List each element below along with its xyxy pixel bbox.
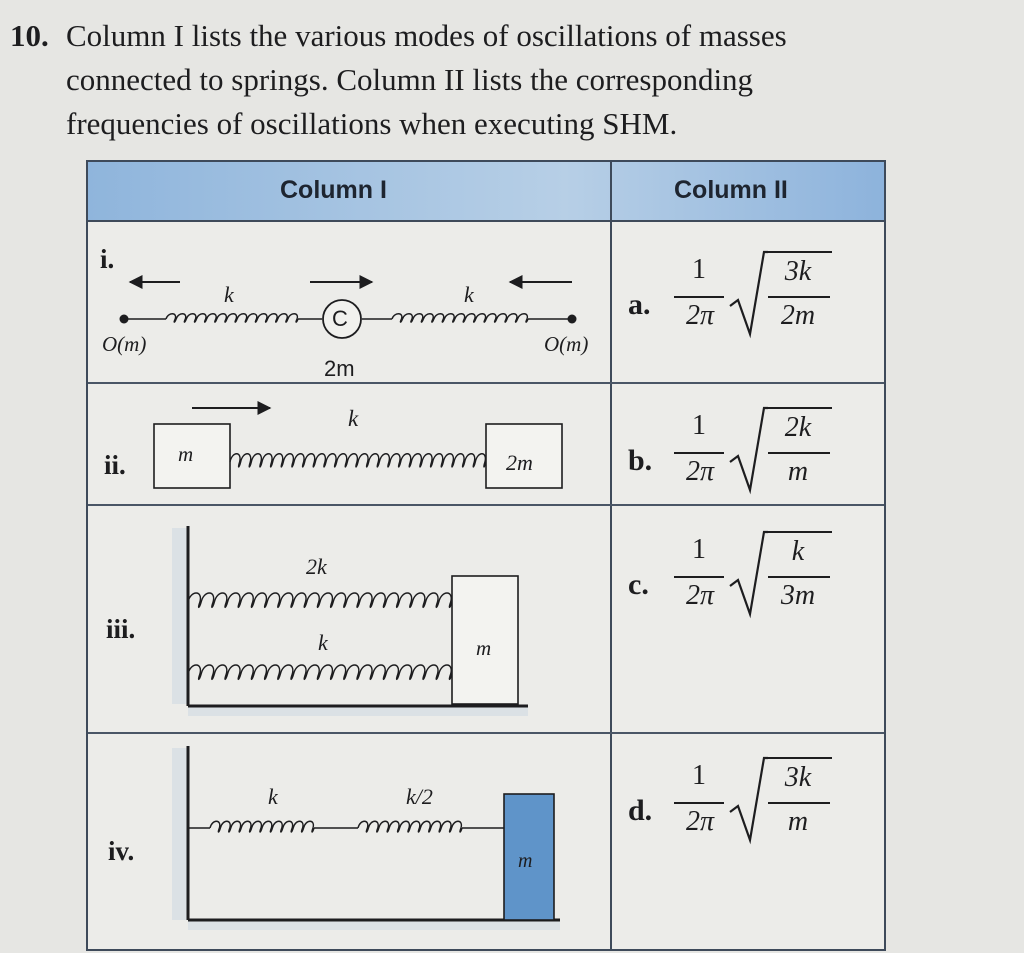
label-center-mass: 2m	[324, 356, 355, 381]
label-k-left: k	[224, 282, 234, 307]
column-1-header: Column I	[280, 176, 387, 204]
label-center-c: C	[332, 306, 348, 331]
diagram-row-i	[120, 282, 577, 338]
fraction-bar	[674, 576, 724, 578]
option-letter: a.	[628, 288, 651, 321]
option-radicand-numerator: 2k	[784, 412, 812, 443]
option-radicand-numerator: k	[791, 536, 805, 567]
option-letter: b.	[628, 444, 653, 477]
option-radicand-numerator: 3k	[784, 256, 812, 287]
option-letter: d.	[628, 794, 653, 827]
option-denominator: 2π	[685, 806, 715, 837]
label-right-end: O(m)	[544, 332, 589, 356]
option-numerator: 1	[692, 534, 706, 565]
question-line-2: connected to springs. Column II lists the corresponding	[66, 62, 754, 97]
radical-overline	[766, 251, 832, 253]
label-block-m: m	[518, 850, 533, 872]
spring	[230, 454, 486, 467]
spring-k	[188, 665, 452, 679]
option-denominator: 2π	[685, 456, 715, 487]
radicand-fraction-bar	[768, 296, 830, 298]
option-radicand-numerator: 3k	[784, 762, 812, 793]
row-numeral-ii: ii.	[104, 450, 126, 480]
label-k-right: k	[464, 282, 474, 307]
fraction-bar	[674, 802, 724, 804]
diagram-row-iii	[172, 526, 528, 716]
label-left-end: O(m)	[102, 332, 147, 356]
question-line-1: Column I lists the various modes of oscillations of masses	[66, 18, 787, 53]
spring-2k	[188, 593, 452, 607]
label-block-m: m	[178, 442, 194, 466]
option-numerator: 1	[692, 410, 706, 441]
option-radicand-denominator: 2m	[780, 300, 816, 331]
label-block-m: m	[476, 636, 492, 660]
label-k: k	[348, 406, 359, 431]
row-numeral-i: i.	[100, 244, 115, 274]
column-2-header: Column II	[674, 176, 788, 204]
radical-sign-icon	[728, 404, 768, 494]
question-number: 10.	[10, 18, 49, 53]
spring-left	[166, 314, 298, 322]
radical-sign-icon	[728, 248, 768, 338]
label-2k: 2k	[306, 554, 327, 579]
option-numerator: 1	[692, 254, 706, 285]
fraction-bar	[674, 296, 724, 298]
label-k: k	[268, 784, 278, 809]
option-radicand-denominator: 3m	[780, 580, 816, 611]
radical-sign-icon	[728, 754, 768, 844]
fraction-bar	[674, 452, 724, 454]
option-radicand-denominator: m	[787, 456, 809, 487]
label-k-half: k/2	[406, 784, 433, 809]
option-numerator: 1	[692, 760, 706, 791]
question-line-3: frequencies of oscillations when executing SHM.	[66, 106, 678, 141]
radicand-fraction-bar	[768, 452, 830, 454]
option-letter: c.	[628, 568, 649, 601]
diagram-row-iv	[172, 746, 560, 930]
label-k: k	[318, 630, 328, 655]
option-denominator: 2π	[685, 300, 715, 331]
option-denominator: 2π	[685, 580, 715, 611]
label-block-2m: 2m	[506, 450, 533, 475]
right-end-mass-dot	[568, 315, 577, 324]
spring-right	[392, 314, 528, 322]
radical-sign-icon	[728, 528, 768, 618]
radical-overline	[766, 757, 832, 759]
radicand-fraction-bar	[768, 802, 830, 804]
radicand-fraction-bar	[768, 576, 830, 578]
matching-table	[86, 160, 886, 951]
spring-k-half	[358, 821, 462, 832]
radical-overline	[766, 407, 832, 409]
option-radicand-denominator: m	[787, 806, 809, 837]
row-numeral-iii: iii.	[106, 614, 136, 644]
radical-overline	[766, 531, 832, 533]
spring-k	[210, 821, 314, 832]
row-numeral-iv: iv.	[108, 836, 135, 866]
